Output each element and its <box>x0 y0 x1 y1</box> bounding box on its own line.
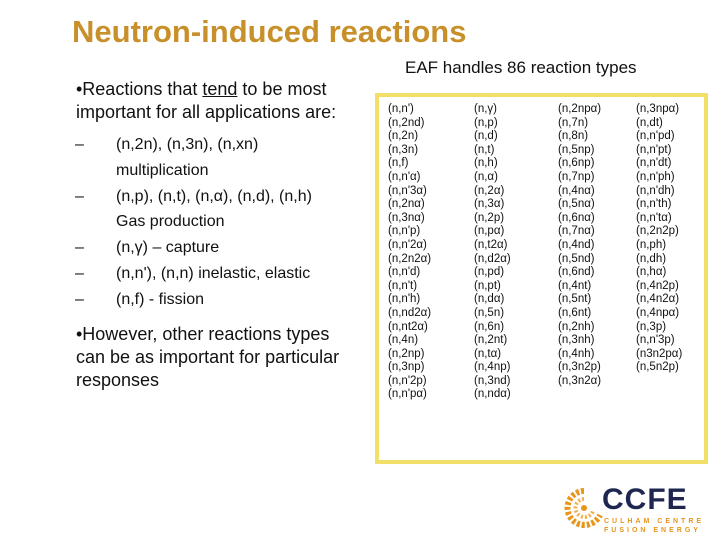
sub-item-scattering <box>76 261 351 287</box>
reaction-type: (n,tα) <box>474 347 502 360</box>
reaction-type: (n,4nt) <box>558 279 592 292</box>
reaction-type: (n,n'dh) <box>636 184 675 197</box>
reaction-type: (n,6nα) <box>558 211 595 224</box>
reaction-type: (n,2α) <box>474 184 505 197</box>
reaction-column <box>636 103 706 402</box>
reaction-type: (n,4nα) <box>558 184 595 197</box>
reaction-type: (n,7n) <box>558 116 589 129</box>
reaction-type: (n,n'2p) <box>388 374 427 387</box>
eaf-caption: EAF handles 86 reaction types <box>405 58 637 77</box>
sub-item-continuation: Gas production <box>116 213 225 231</box>
reaction-sublist <box>76 132 351 313</box>
reaction-type: (n,3α) <box>474 198 505 211</box>
reaction-column <box>388 103 474 402</box>
reaction-type: (n,4n2α) <box>636 293 680 306</box>
reaction-type: (n,p) <box>474 116 498 129</box>
dash-marker: – <box>75 187 84 205</box>
reaction-type: (n,5n2p) <box>636 361 679 374</box>
reaction-type: (n,n') <box>388 103 414 115</box>
reaction-type: (n,2n2α) <box>388 252 432 265</box>
reaction-type: (n,α) <box>474 170 498 183</box>
reaction-type: (n,4np) <box>474 361 511 374</box>
sub-item-text: (n,p), (n,t), (n,α), (n,d), (n,h) <box>116 187 312 205</box>
reaction-type: (n,2nt) <box>474 334 508 347</box>
reaction-type: (n,5np) <box>558 143 595 156</box>
reaction-type: (n,n'tα) <box>636 211 672 224</box>
reaction-type: (n,2nh) <box>558 320 595 333</box>
reaction-type: (n,2p) <box>474 211 505 224</box>
reaction-type: (n,n'2α) <box>388 238 427 251</box>
reaction-type: (n,n't) <box>388 279 418 292</box>
reaction-type: (n,6np) <box>558 157 595 170</box>
reaction-type: (n,3n2α) <box>558 374 602 387</box>
sub-item-multiplication <box>76 132 351 184</box>
reaction-type: (n,7np) <box>558 170 595 183</box>
reaction-type: (n,ph) <box>636 238 667 251</box>
sub-item-gas-production <box>76 184 351 236</box>
reaction-type: (n,n'ph) <box>636 170 675 183</box>
reaction-type: (n,n'pt) <box>636 143 672 156</box>
reaction-type: (n,pα) <box>474 225 505 238</box>
reaction-type: (n,7nα) <box>558 225 595 238</box>
reaction-type: (n,dt) <box>636 116 663 129</box>
eaf-reaction-grid <box>388 103 706 402</box>
reaction-type: (n,4nd) <box>558 238 595 251</box>
reaction-type: (n3n2pα) <box>636 347 683 360</box>
reaction-type: (n,4n2p) <box>636 279 679 292</box>
reaction-type: (n,nd2α) <box>388 306 432 319</box>
reaction-type: (n,3n2p) <box>558 361 601 374</box>
reaction-type: (n,t) <box>474 143 495 156</box>
reaction-type: (n,2n2p) <box>636 225 679 238</box>
reaction-type: (n,6n) <box>474 320 505 333</box>
reaction-type: (n,4n) <box>388 334 419 347</box>
reaction-type: (n,5n) <box>474 306 505 319</box>
slide-title: Neutron-induced reactions <box>72 14 467 49</box>
dash-marker: – <box>75 136 84 153</box>
reaction-type: (n,n'h) <box>388 293 421 306</box>
reaction-type: (n,n'pα) <box>388 388 427 401</box>
bullet-other-reactions: •However, other reactions types can be as important for particular responses <box>76 323 340 390</box>
reaction-type: (n,3np) <box>388 361 425 374</box>
reaction-type: (n,5nt) <box>558 293 592 306</box>
reaction-type: (n,γ) <box>474 103 497 115</box>
ccfe-subtitle-line1: CULHAM CENTRE <box>604 518 705 525</box>
reaction-type: (n,4npα) <box>636 306 680 319</box>
reaction-type: (n,n'α) <box>388 170 421 183</box>
sub-item-text: (n,γ) – capture <box>116 239 220 257</box>
bullet1-text-end: to be most important for all applications are: <box>76 79 337 122</box>
reaction-type: (n,2n) <box>388 130 419 143</box>
reaction-type: (n,2nα) <box>388 198 425 211</box>
bullet1-text-start: •Reactions that <box>76 79 203 99</box>
dash-marker: – <box>75 239 84 257</box>
reaction-type: (n,3nh) <box>558 334 595 347</box>
reaction-type: (n,2np) <box>388 347 425 360</box>
reaction-type: (n,3p) <box>636 320 667 333</box>
reaction-type: (n,n'dt) <box>636 157 672 170</box>
reaction-type: (n,n'pd) <box>636 130 675 143</box>
eaf-reaction-table <box>375 93 708 464</box>
reaction-type: (n,n'th) <box>636 198 672 211</box>
reaction-type: (n,hα) <box>636 266 667 279</box>
reaction-type: (n,pd) <box>474 266 505 279</box>
sub-item-continuation: multiplication <box>116 161 209 179</box>
reaction-type: (n,n'd) <box>388 266 421 279</box>
reaction-type: (n,ndα) <box>474 388 511 401</box>
sub-item-text: (n,2n), (n,3n), (n,xn) <box>116 136 259 153</box>
reaction-type: (n,5nα) <box>558 198 595 211</box>
reaction-type: (n,t2α) <box>474 238 508 251</box>
ccfe-subtitle <box>604 517 704 535</box>
reaction-type: (n,3n) <box>388 143 419 156</box>
reaction-type: (n,3nα) <box>388 211 425 224</box>
reaction-type: (n,8n) <box>558 130 589 143</box>
sub-item-capture <box>76 235 351 261</box>
reaction-type: (n,3npα) <box>636 103 680 115</box>
reaction-column <box>474 103 558 402</box>
ccfe-wordmark: CCFE <box>602 483 688 516</box>
reaction-type: (n,n'3α) <box>388 184 427 197</box>
dash-marker: – <box>75 290 84 308</box>
reaction-type: (n,n'3p) <box>636 334 675 347</box>
reaction-type: (n,3nd) <box>474 374 511 387</box>
sub-item-text: (n,f) - fission <box>116 290 205 308</box>
reaction-type: (n,pt) <box>474 279 501 292</box>
reaction-type: (n,n'p) <box>388 225 421 238</box>
ccfe-logo <box>560 483 710 538</box>
ccfe-sunburst-icon <box>564 485 604 531</box>
reaction-column <box>558 103 636 402</box>
reaction-type: (n,dα) <box>474 293 505 306</box>
reaction-type: (n,5nd) <box>558 252 595 265</box>
reaction-type: (n,4nh) <box>558 347 595 360</box>
bullet-important-reactions <box>76 78 351 124</box>
sub-item-fission <box>76 287 351 313</box>
reaction-type: (n,6nd) <box>558 266 595 279</box>
reaction-type: (n,f) <box>388 157 409 170</box>
reaction-type: (n,nt2α) <box>388 320 428 333</box>
sub-item-text: (n,n'), (n,n) inelastic, elastic <box>116 264 311 282</box>
dash-marker: – <box>75 264 84 282</box>
reaction-type: (n,2npα) <box>558 103 602 115</box>
reaction-type: (n,h) <box>474 157 498 170</box>
reaction-type: (n,6nt) <box>558 306 592 319</box>
reaction-type: (n,d2α) <box>474 252 511 265</box>
ccfe-subtitle-line2: FUSION ENERGY <box>604 527 701 534</box>
reaction-type: (n,2nd) <box>388 116 425 129</box>
reaction-type: (n,d) <box>474 130 498 143</box>
reaction-type: (n,dh) <box>636 252 667 265</box>
bullet1-underlined-word: tend <box>202 79 238 99</box>
left-content <box>76 78 351 392</box>
